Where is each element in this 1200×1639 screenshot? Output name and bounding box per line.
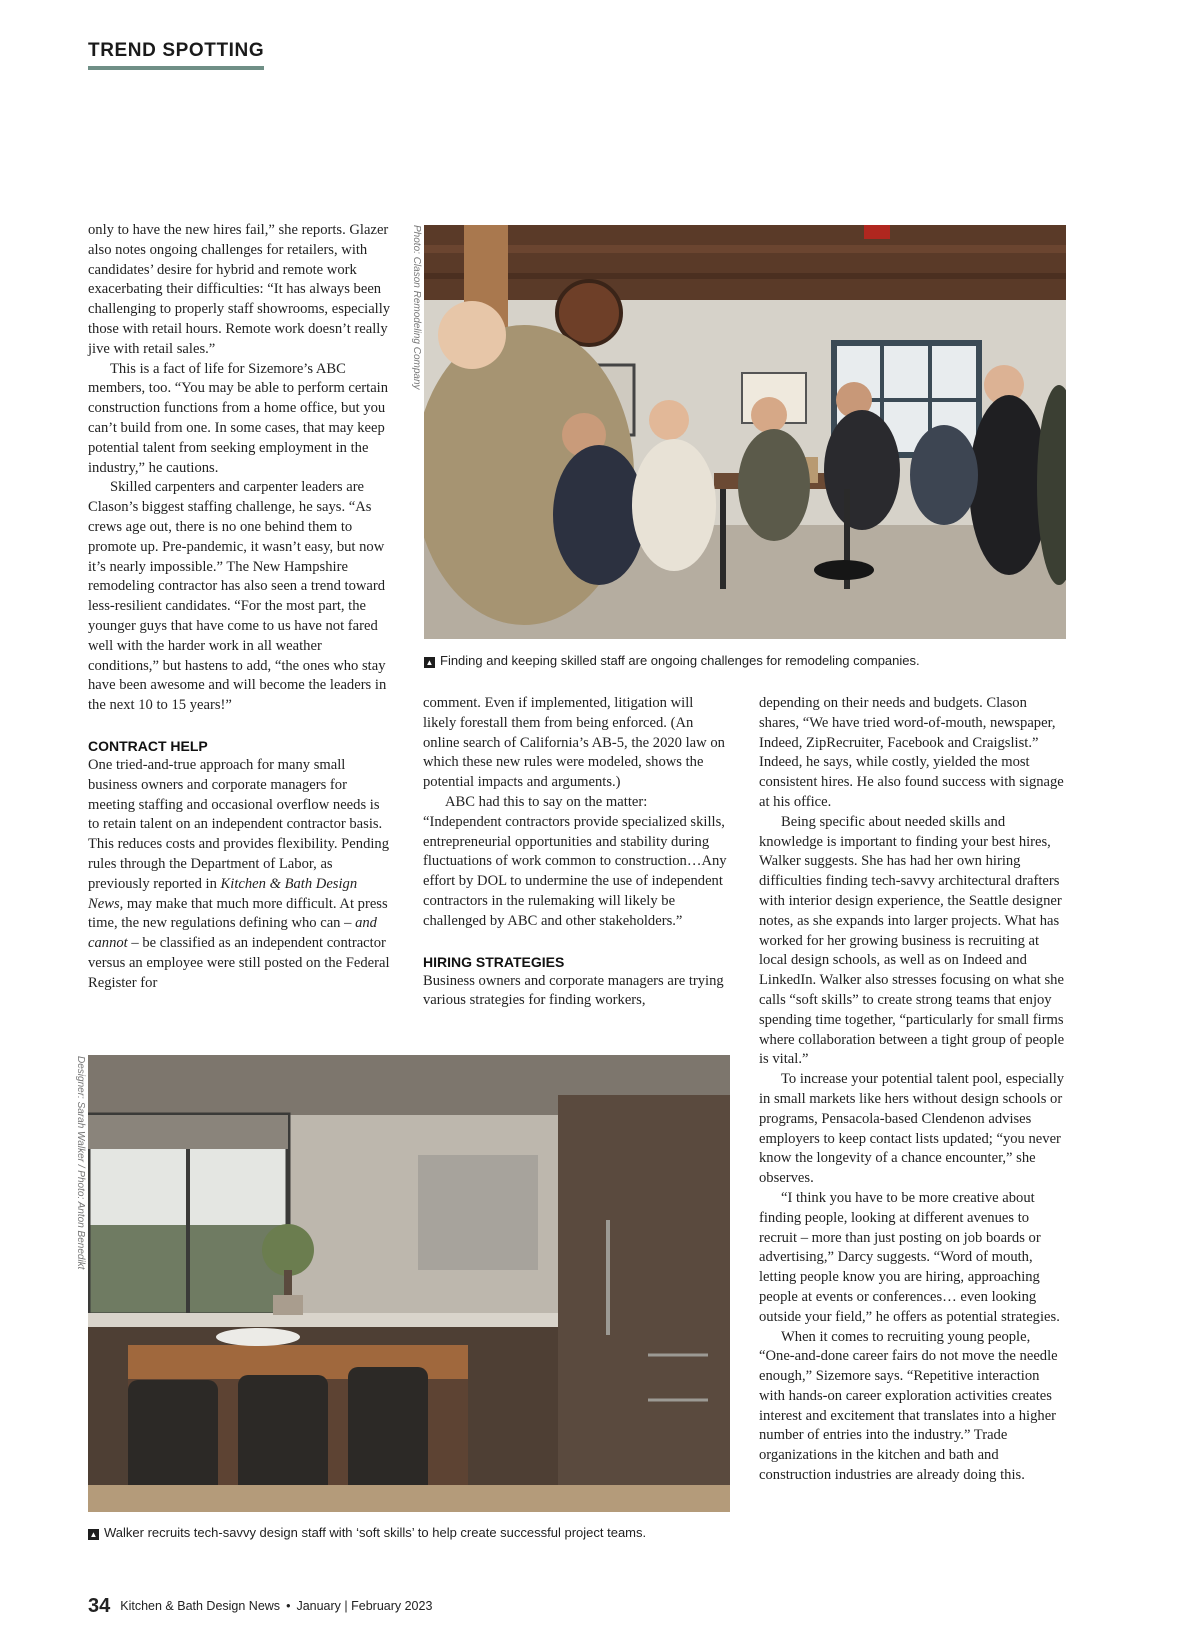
- photo-credit-top: Photo: Clason Remodeling Company: [411, 225, 422, 390]
- issue-date: January | February 2023: [296, 1599, 433, 1613]
- paragraph: This is a fact of life for Sizemore’s ABC members, too. “You may be able to perform certain construction functions from a home office, but you can’t build from one. In some cases, that may keep potential talent from seeking employment in the industry,” he cautions.: [88, 360, 389, 476]
- paragraph: When it comes to recruiting young people, “One-and-done career fairs do not move the needle enough,” Sizemore says. “Repetitive interaction with hands-on career exploration activities creates interest and excitement that translates into a higher number of entries into the industry.” Trade organizations in the kitchen and bath and construction industries are already doing this.: [759, 1328, 1058, 1484]
- article-column-3: [759, 694, 1065, 1486]
- section-heading: TREND SPOTTING: [88, 40, 264, 70]
- paragraph: Skilled carpenters and carpenter leaders are Clason’s biggest staffing challenge, he says. “As crews age out, there is no one behind them to promote up. Pre-pandemic, it wasn’t easy, but now it’s nearly impossible.” The New Hampshire remodeling contractor has also seen a trend toward less-resilient candidates. “For the most part, the younger guys that have come to us have not fared well with the harder work in all weather conditions,” but hastens to add, “the ones who stay have been awesome and will become the leaders in the next 10 to 15 years!”: [88, 479, 387, 714]
- photo-credit-bottom: Designer: Sarah Walker / Photo: Anton Benedikt: [75, 1056, 86, 1270]
- footer-bullet: •: [286, 1599, 291, 1613]
- meeting-photo-illustration: [424, 225, 1066, 639]
- caption-bottom: ▲ Walker recruits tech-savvy design staff with ‘soft skills’ to help create successful project teams.: [89, 1525, 647, 1540]
- paragraph: only to have the new hires fail,” she reports. Glazer also notes ongoing challenges for retailers, with candidates’ desire for hybrid and remote work exacerbating their difficulties: “It has always been challenging to properly staff showrooms, especially those with retail hours. Remote work doesn’t really jive with retail sales.”: [88, 222, 391, 357]
- caption-arrow-icon: ▲: [425, 658, 434, 667]
- emphasis: and cannot: [88, 915, 377, 952]
- caption-arrow-icon: ▲: [89, 1530, 98, 1539]
- paragraph: One tried-and-true approach for many small business owners and corporate managers for meeting staffing and occasional overflow needs is to retain talent on an independent contractor basis. This reduces costs and provides flexibility. Pending rules through the Department of Labor, as previously reported in Kitchen & Bath Design News, may make that much more difficult. At press time, the new regulations defining who can – and cannot – be classified as an independent contractor versus an employee were still posted on the Federal Register for: [88, 756, 390, 991]
- paragraph: Business owners and corporate managers are trying various strategies for finding workers,: [423, 972, 724, 1009]
- paragraph: ABC had this to say on the matter: “Independent contractors provide specialized skills, entrepreneurial opportunities and stability during fluctuations of work common to construction…Any effort by DOL to undermine the use of independent contractors in the rulemaking will likely be challenged by ABC and other stakeholders.”: [423, 793, 727, 929]
- paragraph: comment. Even if implemented, litigation will likely forestall them from being enforced. (An online search of California’s AB-5, the 2020 law on which these new rules were modeled, shows the potential impacts and arguments.): [423, 695, 725, 791]
- paragraph: depending on their needs and budgets. Clason shares, “We have tried word-of-mouth, newspaper, Indeed, ZipRecruiter, Facebook and Craigslist.” Indeed, he says, while costly, yielded the most consistent hires. He also found success with signage at his office.: [759, 695, 1064, 810]
- publication-title: Kitchen & Bath Design News: [120, 1599, 281, 1613]
- article-column-1: [88, 221, 394, 993]
- subheading-contract-help: CONTRACT HELP: [88, 737, 208, 754]
- publication-name: Kitchen & Bath Design News: [88, 875, 358, 912]
- kitchen-photo-illustration: [88, 1055, 730, 1512]
- caption-top: ▲ Finding and keeping skilled staff are ongoing challenges for remodeling companies.: [425, 653, 920, 668]
- photo-remodeling-team-meeting: [424, 225, 1066, 639]
- paragraph: Being specific about needed skills and knowledge is important to finding your best hires, Walker suggests. She has had her own hiring difficulties finding tech-savvy architectural drafters with interior design experience, the Seattle designer notes, as she expands into larger projects. What has worked for her growing business is recruiting at local design schools, as well as on Indeed and LinkedIn. Walker also stresses focusing on what she calls “soft skills” to create strong teams that enjoy spending time together, “particularly for small firms where collaboration between a tight group of people is vital.”: [759, 813, 1065, 1068]
- photo-kitchen-design: [88, 1055, 730, 1512]
- paragraph: To increase your potential talent pool, especially in small markets like hers without design schools or programs, Pensacola-based Clendenon advises employers to keep contact lists updated; “you never know the longevity of a chance encounter,” she observes.: [759, 1071, 1065, 1187]
- page-number: 34: [88, 1595, 111, 1617]
- paragraph: “I think you have to be more creative about finding people, looking at different avenues to recruit – more than just posting on job boards or advertising,” Darcy suggests. “Word of mouth, letting people know you are hiring, approaching people at events or conferences… even looking outside your field,” he offers as potential strategies.: [759, 1189, 1060, 1325]
- subheading-hiring-strategies: HIRING STRATEGIES: [423, 953, 565, 970]
- page-footer: [88, 1595, 432, 1618]
- article-column-2: [423, 694, 729, 1011]
